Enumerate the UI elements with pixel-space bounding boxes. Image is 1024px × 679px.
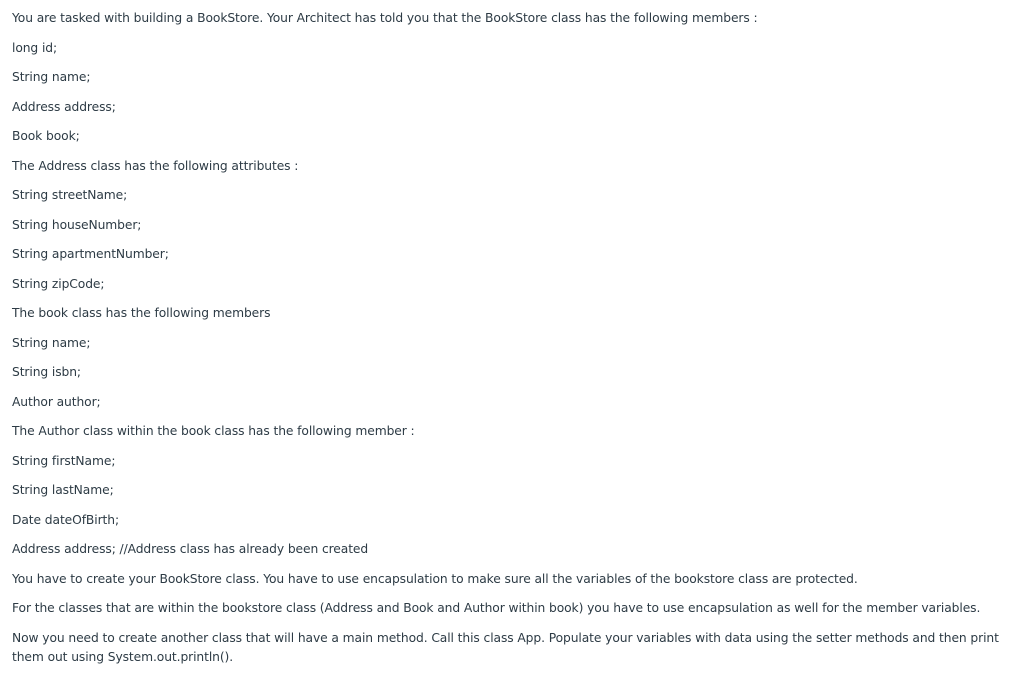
bookstore-member-id: long id; [12,40,58,55]
bookstore-member-address: Address address; [12,99,116,114]
main-method-instruction: Now you need to create another class that will have a main method. Call this class App. Populate your variables with data using the setter methods and then print them out using System.out.println(). [12,630,999,664]
address-attr-apartment-number: String apartmentNumber; [12,247,169,261]
author-member-address: Address address; //Address class has already been created [12,542,369,556]
encapsulation-instruction: You have to create your BookStore class. You have to use encapsulation to make sure all the variables of the bookstore class are protected. [12,571,858,586]
nested-encapsulation-instruction: For the classes that are within the bookstore class (Address and Book and Author within book) you have to use encapsulation as well for the member variables. [12,601,981,615]
book-member-name: String name; [12,335,91,350]
intro-paragraph: You are tasked with building a BookStore. Your Architect has told you that the BookStore class has the following members : [12,11,758,25]
address-class-heading: The Address class has the following attributes : [12,158,299,173]
address-attr-house-number: String houseNumber; [12,217,142,232]
author-class-heading: The Author class within the book class has the following member : [12,424,415,438]
author-member-last-name: String lastName; [12,483,114,497]
book-class-heading: The book class has the following members [12,306,271,320]
address-attr-street-name: String streetName; [12,188,128,202]
author-member-first-name: String firstName; [12,453,116,468]
book-member-author: Author author; [12,394,101,409]
author-member-date-of-birth: Date dateOfBirth; [12,512,120,527]
bookstore-member-name: String name; [12,70,91,84]
book-member-isbn: String isbn; [12,365,81,379]
address-attr-zip-code: String zipCode; [12,276,105,291]
bookstore-member-book: Book book; [12,129,80,143]
